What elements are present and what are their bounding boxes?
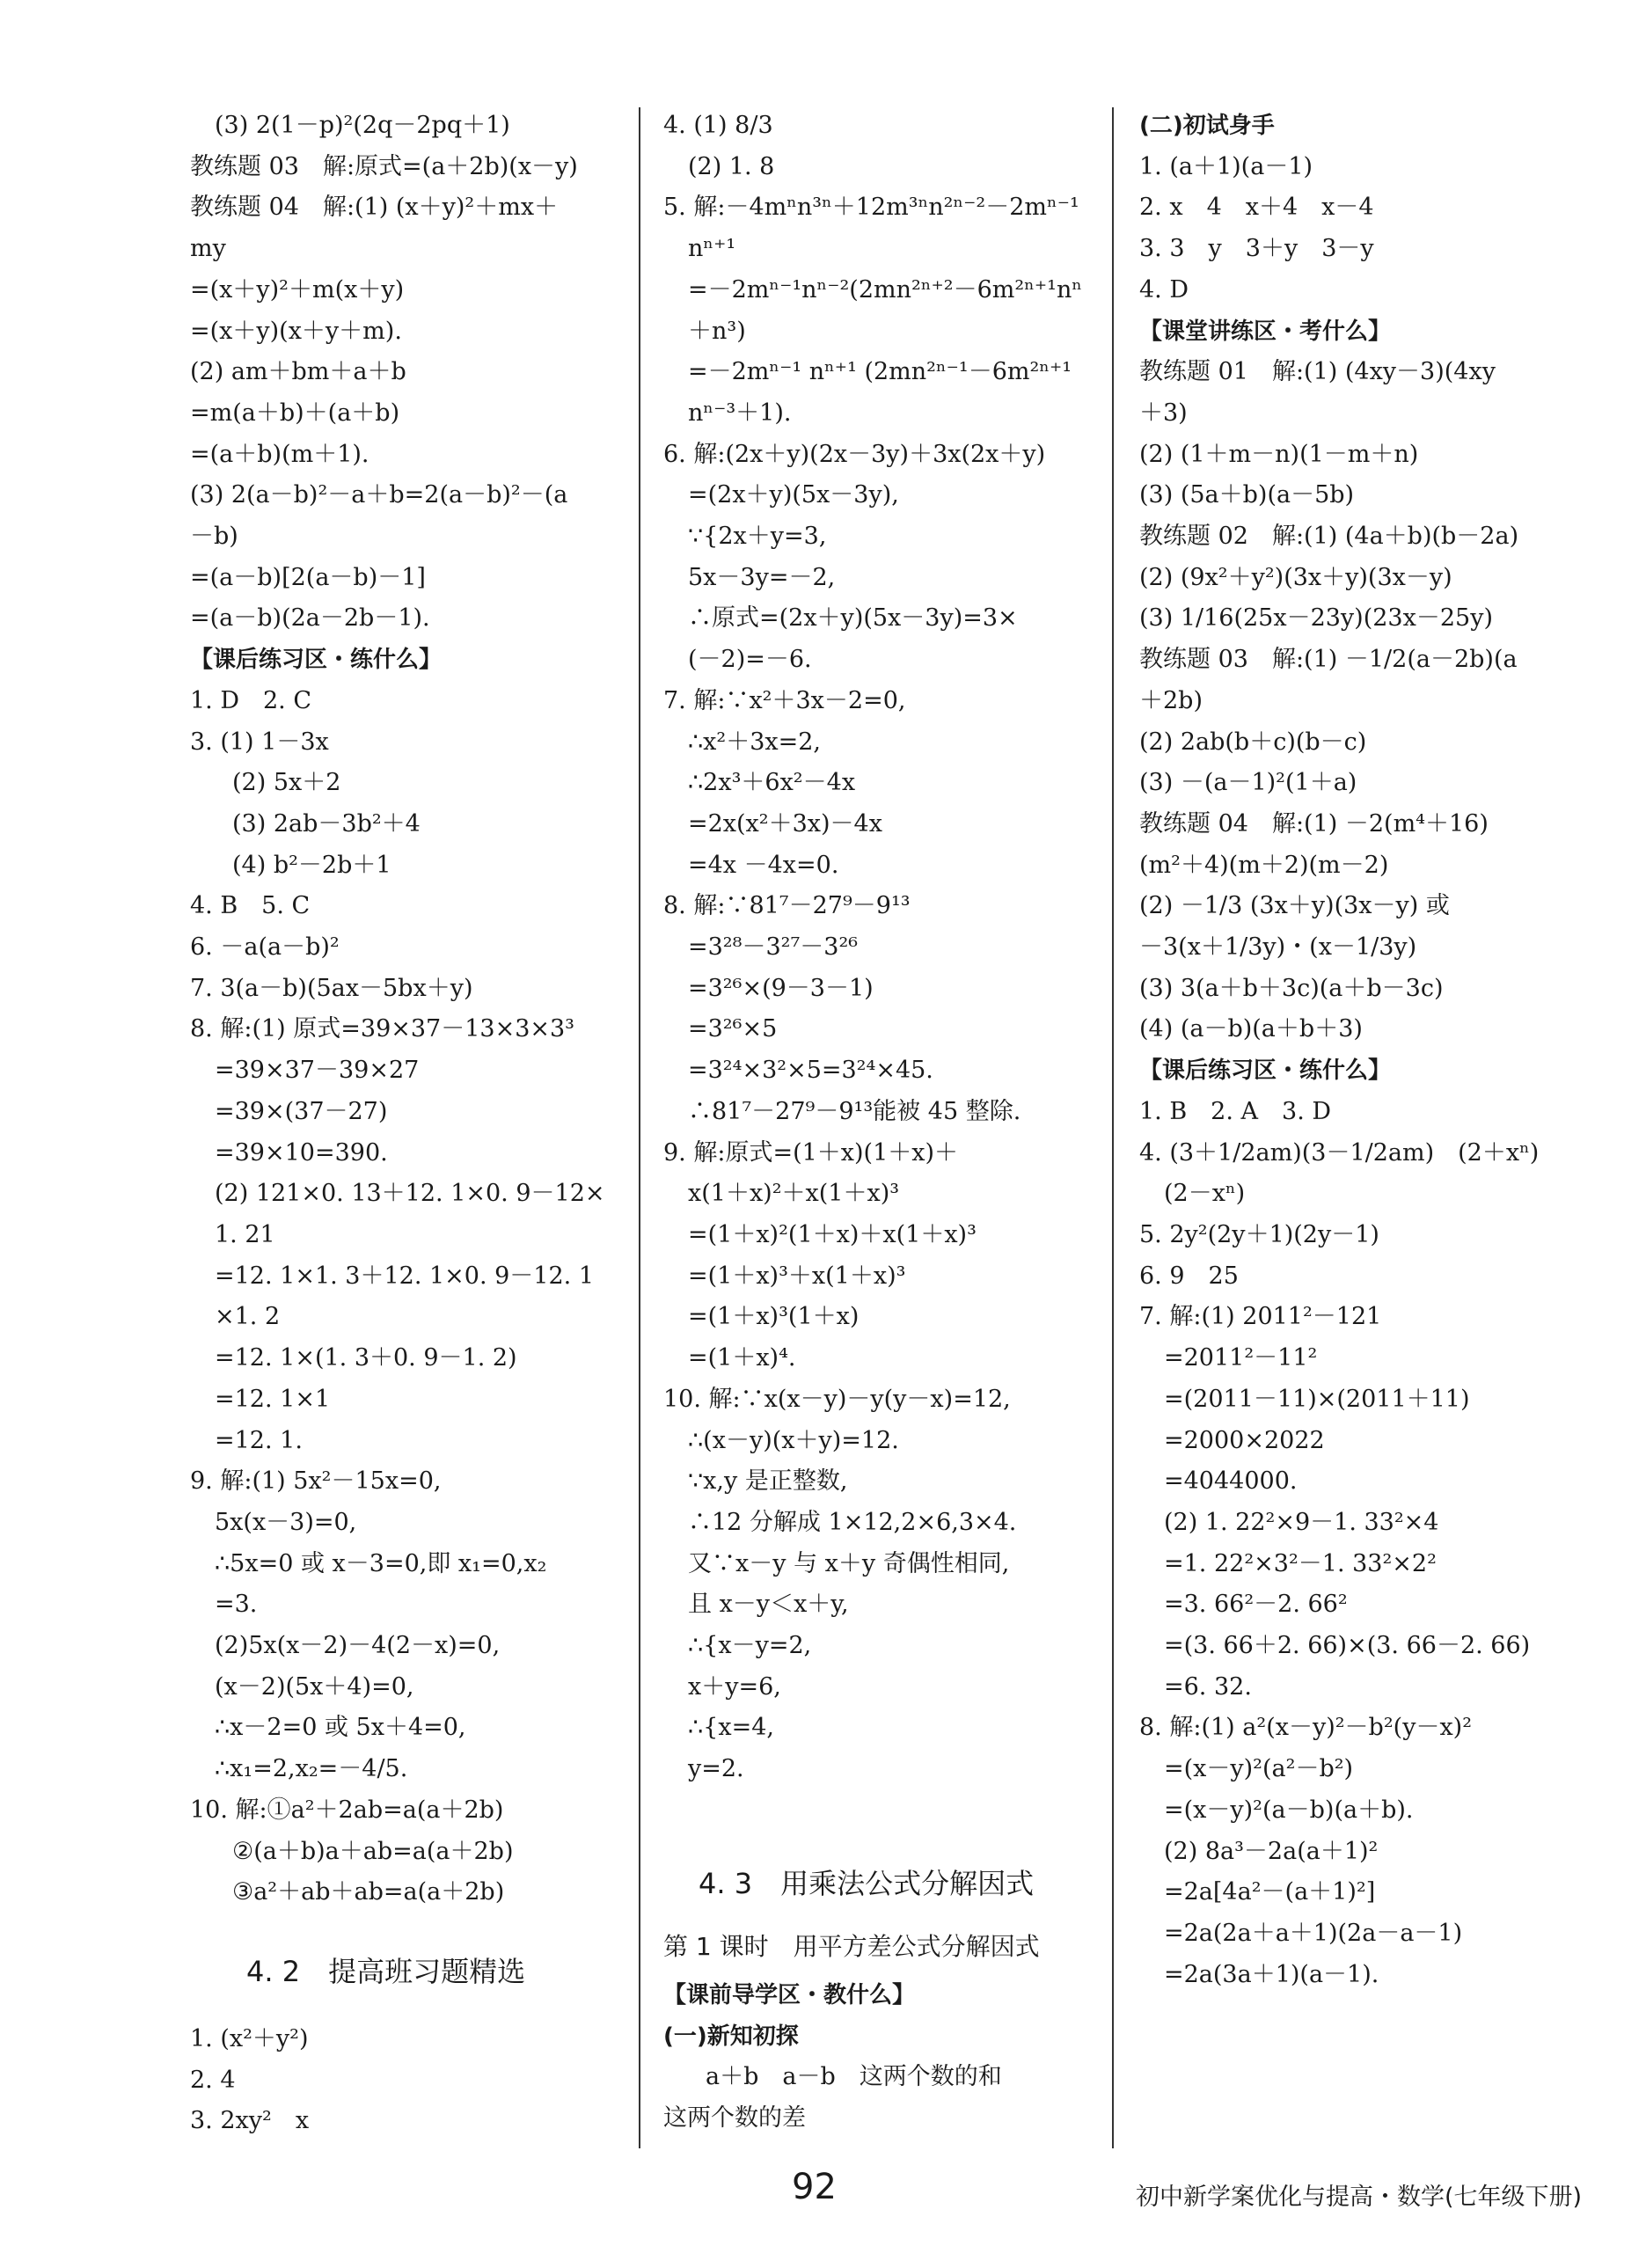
answer-line: 1. 21 [215,1220,275,1248]
answer-line: －3(x＋1/3y)・(x－1/3y) [1139,933,1417,962]
answer-line: 且 x－y＜x＋y, [688,1591,849,1619]
answer-line: =12. 1. [215,1426,303,1454]
answer-line: =2a[4a²－(a＋1)²] [1164,1878,1376,1906]
answer-line: ∴5x=0 或 x－3=0,即 x₁=0,x₂ [215,1549,547,1577]
answer-line: 教练题 02 解:(1) (4a＋b)(b－2a) [1139,523,1519,551]
section-heading: 【课堂讲练区・考什么】 [1139,318,1392,345]
answer-line: =2011²－11² [1164,1344,1318,1372]
answer-line: 3. (1) 1－3x [190,728,329,756]
answer-line: =3. 66²－2. 66² [1164,1591,1348,1619]
section-heading: 【课后练习区・练什么】 [1139,1057,1392,1085]
answer-line: ∴(x－y)(x＋y)=12. [688,1426,899,1454]
answer-line: (m²＋4)(m＋2)(m－2) [1139,851,1389,879]
answer-line: ∴x－2=0 或 5x＋4=0, [215,1714,466,1742]
answer-line: =(1＋x)³＋x(1＋x)³ [688,1262,906,1290]
answer-line: =39×10=390. [215,1138,388,1167]
column-divider-right [1112,107,1114,2148]
section-heading: (一)新知初探 [663,2023,799,2050]
section-heading: 【课后练习区・练什么】 [190,647,443,674]
answer-line: nⁿ⁺¹ [688,235,736,263]
answer-line: (3) 3(a＋b＋3c)(a＋b－3c) [1139,974,1444,1002]
answer-line: (3) 2(a－b)²－a＋b=2(a－b)²－(a [190,481,568,509]
answer-line: =4x －4x=0. [688,851,839,879]
answer-line: =1. 22²×3²－1. 33²×2² [1164,1549,1437,1577]
answer-line: =(3. 66＋2. 66)×(3. 66－2. 66) [1164,1632,1531,1660]
answer-line: =(a－b)[2(a－b)－1] [190,563,426,591]
lesson-title: 第 1 课时 用平方差公式分解因式 [663,1931,1040,1961]
answer-line: 教练题 04 解:(1) －2(m⁴＋16) [1139,809,1489,838]
answer-line: =m(a＋b)＋(a＋b) [190,399,400,427]
answer-line: =3²⁸－3²⁷－3²⁶ [688,933,859,962]
answer-line: =39×(37－27) [215,1097,388,1125]
answer-line: =(2011－11)×(2011＋11) [1164,1385,1470,1413]
answer-line: =(1＋x)²(1＋x)＋x(1＋x)³ [688,1220,977,1248]
answer-line: (3) 1/16(25x－23y)(23x－25y) [1139,604,1493,633]
answer-line: 8. 解:∵81⁷－27⁹－9¹³ [663,892,911,920]
answer-line: (4) (a－b)(a＋b＋3) [1139,1015,1363,1043]
answer-line: (2) －1/3 (3x＋y)(3x－y) 或 [1139,892,1450,920]
answer-line: =－2mⁿ⁻¹ nⁿ⁺¹ (2mn²ⁿ⁻¹－6m²ⁿ⁺¹ [688,358,1072,386]
page-number: 92 [792,2167,837,2207]
answer-line: 6. 解:(2x＋y)(2x－3y)＋3x(2x＋y) [663,440,1046,468]
answer-line: (x－2)(5x＋4)=0, [215,1672,414,1701]
answer-line: (2) 5x＋2 [232,769,341,797]
answer-line: ∴x₁=2,x₂=－4/5. [215,1755,408,1783]
answer-line: 3. 3 y 3＋y 3－y [1139,235,1374,263]
column-divider-left [639,107,640,2148]
answer-line: 2. x 4 x＋4 x－4 [1139,194,1374,222]
answer-line: (2) (9x²＋y²)(3x＋y)(3x－y) [1139,563,1452,591]
answer-line: ∴原式=(2x＋y)(5x－3y)=3× [688,604,1018,633]
answer-line: (2)5x(x－2)－4(2－x)=0, [215,1632,501,1660]
answer-line: 1. B 2. A 3. D [1139,1097,1332,1125]
answer-line: 9. 解:原式=(1＋x)(1＋x)＋ [663,1138,959,1167]
answer-line: ③a²＋ab＋ab=a(a＋2b) [232,1878,505,1906]
answer-line: ∴x²＋3x=2, [688,728,822,756]
answer-line: nⁿ⁻³＋1). [688,399,792,427]
answer-line: 10. 解:∵x(x－y)－y(y－x)=12, [663,1385,1011,1413]
answer-line: =2a(3a＋1)(a－1). [1164,1960,1379,1988]
answer-line: ②(a＋b)a＋ab=a(a＋2b) [232,1837,514,1865]
answer-line: =2a(2a＋a＋1)(2a－a－1) [1164,1919,1463,1947]
answer-line: (3) (5a＋b)(a－5b) [1139,481,1355,509]
answer-line: (3) 2ab－3b²＋4 [232,809,421,838]
answer-line: =3²⁶×(9－3－1) [688,974,874,1002]
answer-line: ∴{x－y=2, [688,1632,812,1660]
answer-line: 7. 3(a－b)(5ax－5bx＋y) [190,974,473,1002]
answer-line: =(x－y)²(a－b)(a＋b). [1164,1796,1414,1824]
answer-line: (－2)=－6. [688,646,812,674]
answer-line: 8. 解:(1) a²(x－y)²－b²(y－x)² [1139,1714,1473,1742]
answer-line: =(x＋y)²＋m(x＋y) [190,275,405,304]
answer-line: my [190,235,226,263]
chapter-title: 4. 3 用乘法公式分解因式 [699,1866,1035,1900]
answer-line: y=2. [688,1755,744,1783]
answer-line: =3. [215,1591,258,1619]
answer-line: (3) －(a－1)²(1＋a) [1139,769,1357,797]
answer-line: 7. 解:(1) 2011²－121 [1139,1303,1382,1331]
answer-line: 7. 解:∵x²＋3x－2=0, [663,686,906,714]
answer-line: 6. 9 25 [1139,1262,1239,1290]
answer-line: 4. B 5. C [190,892,311,920]
answer-line: =3²⁶×5 [688,1015,778,1043]
answer-line: 教练题 04 解:(1) (x＋y)²＋mx＋ [190,194,559,222]
answer-line: ×1. 2 [215,1303,281,1331]
answer-line: =(x＋y)(x＋y＋m). [190,317,402,345]
answer-line: =3²⁴×3²×5=3²⁴×45. [688,1057,933,1085]
answer-line: 9. 解:(1) 5x²－15x=0, [190,1467,442,1496]
answer-line: (2) 2ab(b＋c)(b－c) [1139,728,1367,756]
answer-line: 教练题 01 解:(1) (4xy－3)(4xy [1139,358,1496,386]
answer-line: 6. －a(a－b)² [190,933,340,962]
answer-line: =2x(x²＋3x)－4x [688,809,882,838]
answer-line: ＋3) [1139,399,1188,427]
answer-column-2 [663,106,1089,2140]
answer-column-3 [1139,106,1566,1995]
answer-line: －b) [190,523,238,551]
answer-line: x＋y=6, [688,1672,781,1701]
answer-line: 4. D [1139,275,1189,304]
answer-line: =12. 1×(1. 3＋0. 9－1. 2) [215,1344,517,1372]
answer-line: 5x－3y=－2, [688,563,836,591]
answer-line: (2) am＋bm＋a＋b [190,358,406,386]
answer-line: =6. 32. [1164,1672,1252,1701]
answer-line: (3) 2(1－p)²(2q－2pq＋1) [215,112,510,139]
answer-line: (2) 121×0. 13＋12. 1×0. 9－12× [215,1180,605,1208]
answer-line: =39×37－39×27 [215,1057,420,1085]
answer-line: =2000×2022 [1164,1426,1325,1454]
answer-line: 10. 解:①a²＋2ab=a(a＋2b) [190,1796,504,1824]
answer-line: ∴81⁷－27⁹－9¹³能被 45 整除. [688,1097,1021,1125]
answer-line: =(x－y)²(a²－b²) [1164,1755,1354,1783]
answer-column-1 [190,106,628,2142]
answer-line: 4. (1) 8/3 [663,112,773,139]
book-title: 初中新学案优化与提高・数学(七年级下册) [1136,2184,1583,2211]
answer-line: ＋2b) [1139,686,1203,714]
answer-line: 1. (a＋1)(a－1) [1139,152,1313,180]
section-heading: (二)初试身手 [1139,113,1275,139]
answer-line: (2－xⁿ) [1164,1180,1246,1208]
chapter-title: 4. 2 提高班习题精选 [246,1954,526,1988]
answer-line: ∴{x=4, [688,1714,774,1742]
answer-line: 这两个数的差 [663,2103,806,2132]
answer-line: 1. D 2. C [190,686,311,714]
answer-line: 5. 2y²(2y＋1)(2y－1) [1139,1220,1379,1248]
answer-line: a＋b a－b 这两个数的和 [706,2063,1002,2091]
answer-line: =(a－b)(2a－2b－1). [190,604,430,633]
answer-line: (4) b²－2b＋1 [232,851,391,879]
answer-line: (2) 1. 8 [688,152,775,180]
answer-line: ∵x,y 是正整数, [688,1467,848,1496]
answer-line: 教练题 03 解:原式=(a＋2b)(x－y) [190,152,578,180]
section-heading: 【课前导学区・教什么】 [663,1981,916,2008]
answer-line: 教练题 03 解:(1) －1/2(a－2b)(a [1139,646,1518,674]
answer-line: =12. 1×1 [215,1385,331,1413]
answer-line: 3. 2xy² x [190,2107,310,2135]
answer-line: =(2x＋y)(5x－3y), [688,481,899,509]
answer-line: (2) 8a³－2a(a＋1)² [1164,1837,1379,1865]
answer-line: =(1＋x)⁴. [688,1344,796,1372]
answer-line: 5. 解:－4mⁿn³ⁿ＋12m³ⁿn²ⁿ⁻²－2mⁿ⁻¹ [663,194,1079,222]
answer-line: 8. 解:(1) 原式=39×37－13×3×3³ [190,1015,575,1043]
answer-line: ∵{2x＋y=3, [688,523,827,551]
answer-line: ∴2x³＋6x²－4x [688,769,856,797]
answer-line: =(1＋x)³(1＋x) [688,1303,860,1331]
answer-line: =－2mⁿ⁻¹nⁿ⁻²(2mn²ⁿ⁺²－6m²ⁿ⁺¹nⁿ [688,275,1083,304]
answer-line: =12. 1×1. 3＋12. 1×0. 9－12. 1 [215,1262,595,1290]
answer-line: 2. 4 [190,2066,236,2094]
answer-line: x(1＋x)²＋x(1＋x)³ [688,1180,900,1208]
answer-line: (2) 1. 22²×9－1. 33²×4 [1164,1508,1439,1536]
answer-line: 又∵x－y 与 x＋y 奇偶性相同, [688,1549,1010,1577]
answer-line: =4044000. [1164,1467,1298,1496]
answer-line: 4. (3＋1/2am)(3－1/2am) (2＋xⁿ) [1139,1138,1540,1167]
answer-line: (2) (1＋m－n)(1－m＋n) [1139,440,1419,468]
answer-line: ＋n³) [688,317,746,345]
answer-line: 1. (x²＋y²) [190,2024,309,2052]
answer-line: =(a＋b)(m＋1). [190,440,369,468]
answer-line: ∴12 分解成 1×12,2×6,3×4. [688,1508,1017,1536]
answer-line: 5x(x－3)=0, [215,1508,357,1536]
